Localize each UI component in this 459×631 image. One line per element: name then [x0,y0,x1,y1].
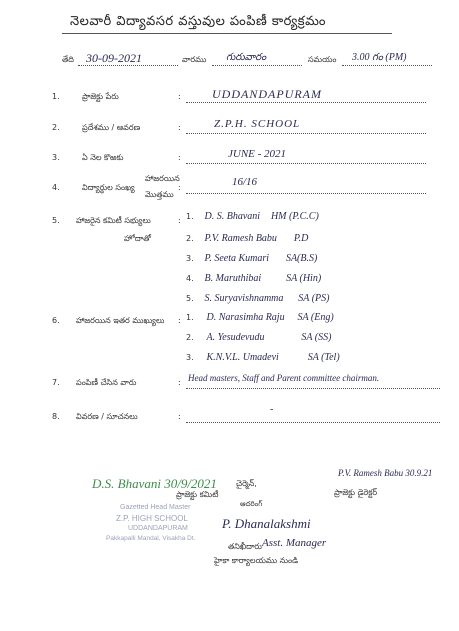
others-role: SA (Tel) [307,352,340,363]
committee-item [186,233,308,244]
row-4-sub-present: హాజరయిన [145,174,180,183]
chairman-title: చైర్మెన్, [236,479,257,488]
row-3-dots [186,163,426,164]
row-8-dots [186,422,440,423]
stamp-line-2: Z.P. HIGH SCHOOL [116,514,188,523]
others-item [186,312,334,323]
row-3-number: 3. [52,153,60,162]
committee-number: 4. [186,274,194,283]
others-role: SA (Eng) [297,312,334,323]
committee-number: 1. [186,212,194,221]
row-1-number: 1. [52,92,60,101]
others-name: K.N.V.L. Umadevi [206,352,279,363]
committee-name: D. S. Bhavani [204,211,261,222]
chairman-signature: D.S. Bhavani 30/9/2021 [92,476,217,491]
row-5-sub: హోదాతో [124,234,151,243]
others-number: 1. [186,313,194,322]
row-4-dots [186,193,426,194]
director-title: ప్రాజెక్టు డైరెక్టర్ [334,488,378,497]
row-4-colon: : [178,183,181,192]
committee-item [186,211,319,222]
row-7-dots [186,388,440,389]
others-name: A. Yesudevudu [206,332,265,343]
row-2-label: ప్రదేశము / ఆవరణ [82,123,141,132]
chairman-note: ఆదరింగ్ [240,500,263,508]
committee-item [186,273,321,284]
date-value: 30-09-2021 [86,51,142,65]
row-7-value: Head masters, Staff and Parent committee chairman. [188,373,380,383]
title-underline [62,33,392,34]
committee-name: B. Maruthibai [204,273,262,284]
page-title: నెలవారీ విద్యావసర వస్తువుల పంపిణీ కార్యక్రమం [70,14,326,29]
row-3-label: ఏ నెల కొఱకు [82,153,124,162]
row-6-colon: : [178,316,181,325]
row-3-colon: : [178,153,181,162]
row-7-number: 7. [52,378,60,387]
committee-role: SA (PS) [298,293,330,304]
others-role: SA (SS) [301,332,332,343]
time-value: 3.00 గం (PM) [352,52,407,63]
office-title: హైకా కార్యాలయము నుండి [214,556,298,565]
others-number: 3. [186,353,194,362]
others-item [186,352,340,363]
row-8-value: - [270,404,274,415]
time-dots [342,65,432,66]
row-4-number: 4. [52,183,60,192]
committee-number: 3. [186,254,194,263]
time-label: సమయం [308,55,337,64]
row-7-label: పంపిణీ చేసిన వారు [76,378,137,387]
row-1-value: UDDANDAPURAM [212,87,322,101]
row-2-colon: : [178,123,181,132]
others-name: D. Narasimha Raju [206,312,285,323]
row-2-number: 2. [52,123,60,132]
row-7-colon: : [178,378,181,387]
day-value: గురువారం [226,52,267,63]
committee-name: S. Suryavishnamma [204,293,284,304]
row-1-label: ప్రాజెక్టు పేరు [82,92,119,101]
row-2-dots [186,133,426,134]
row-1-colon: : [178,92,181,101]
row-5-number: 5. [52,216,60,225]
row-6-label: హాజరయిన ఇతర ముఖ్యులు [76,316,165,325]
committee-number: 5. [186,294,194,303]
row-8-label: వివరణ / సూచనలు [76,412,138,421]
day-label: వారము [182,55,207,64]
row-4-value: 16/16 [232,176,258,188]
row-2-value: Z.P.H. SCHOOL [214,118,301,130]
row-3-value: JUNE - 2021 [228,148,287,160]
others-item [186,332,331,343]
committee-item [186,293,329,304]
committee-name: P. Seeta Kumari [204,253,270,264]
row-8-colon: : [178,412,181,421]
committee-role: SA (Hin) [286,273,322,284]
inspector-title: తనిఖీదారు [228,542,262,551]
row-5-colon: : [178,216,181,225]
row-5-label: హాజరైన కమిటీ సభ్యులు [76,216,151,225]
stamp-line-1: Gazetted Head Master [120,504,191,511]
row-6-number: 6. [52,316,60,325]
officer-subtitle: Asst. Manager [262,537,327,549]
others-number: 2. [186,333,194,342]
committee-item [186,253,317,264]
officer-signature: P. Dhanalakshmi [222,516,311,531]
stamp-line-3: UDDANDAPURAM [128,525,188,532]
day-dots [212,65,302,66]
committee-role: SA(B.S) [285,253,318,264]
committee-number: 2. [186,234,194,243]
committee-role: HM (P.C.C) [270,211,319,222]
committee-name: P.V. Ramesh Babu [204,233,277,244]
date-label: తేది [62,55,74,64]
row-4-label: విద్యార్థుల సంఖ్య [82,183,135,192]
row-1-dots [186,102,426,103]
stamp-line-4: Pakkapalli Mandal, Visakha Dt. [106,535,196,542]
row-4-sub-total: మొత్తము [145,190,174,199]
committee-role: P.D [293,233,309,244]
project-committee-label: ప్రాజెక్టు కమిటీ [176,490,219,499]
row-8-number: 8. [52,412,60,421]
director-signature: P.V. Ramesh Babu 30.9.21 [338,468,433,478]
